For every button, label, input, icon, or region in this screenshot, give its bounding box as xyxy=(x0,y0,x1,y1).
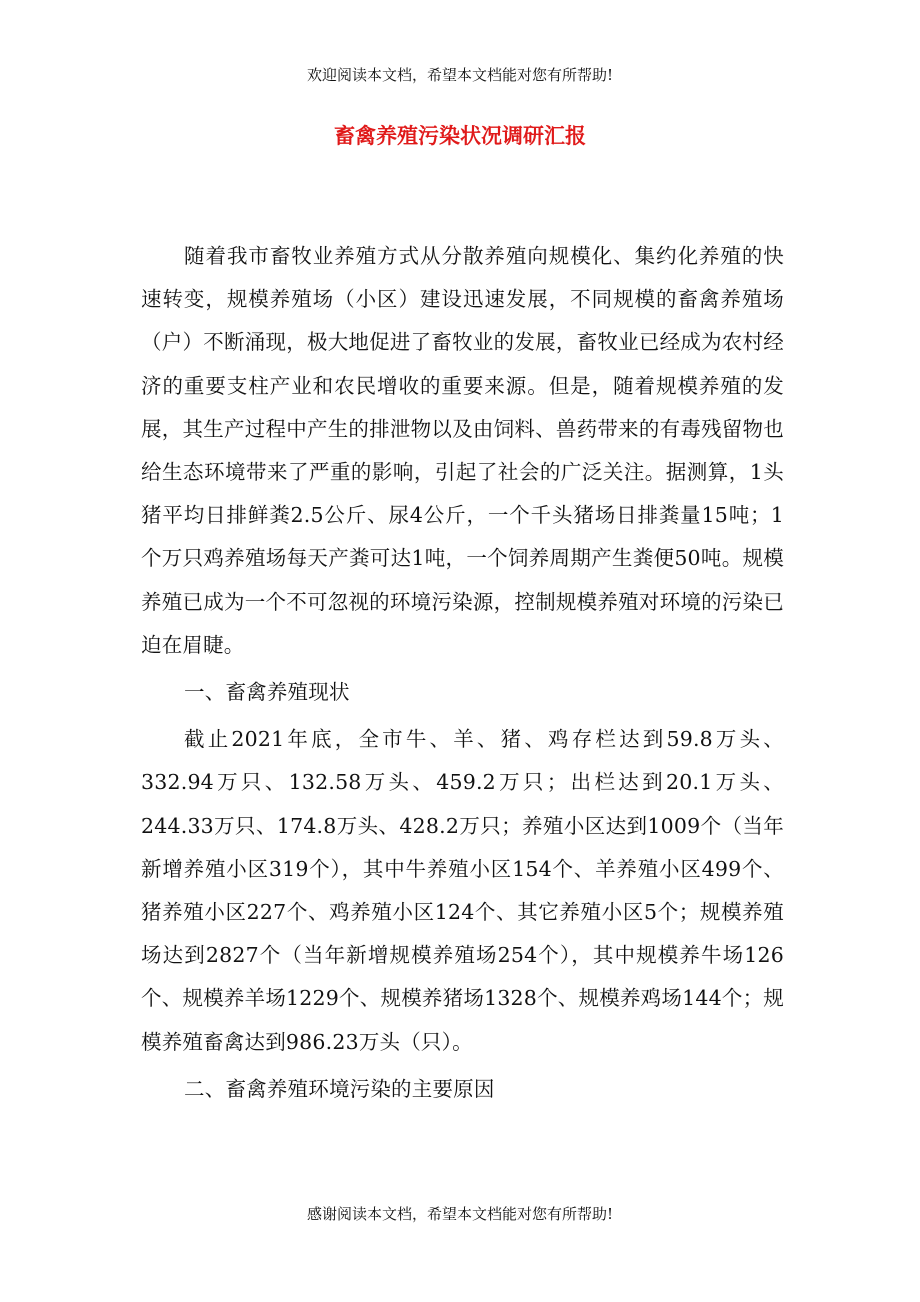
document-title: 畜禽养殖污染状况调研汇报 xyxy=(334,123,586,148)
status-paragraph: 截止2021年底，全市牛、羊、猪、鸡存栏达到59.8万头、332.94万只、132.58万头、459.2万只；出栏达到20.1万头、244.33万只、174.8万头、428.2万只；养殖小区达到1009个（当年新增养殖小区319个），其中牛养殖小区154个、羊养殖小区499个、猪养殖小区227个、鸡养殖小区124个、其它养殖小区5个；规模养殖场达到2827个（当年新增规模养殖场254个），其中规模养牛场126个、规模养羊场1229个、规模养猪场1328个、规模养鸡场144个；规模养殖畜禽达到986.23万头（只）。 xyxy=(141,727,784,1054)
intro-paragraph: 随着我市畜牧业养殖方式从分散养殖向规模化、集约化养殖的快速转变，规模养殖场（小区）建设迅速发展，不同规模的畜禽养殖场（户）不断涌现，极大地促进了畜牧业的发展，畜牧业已经成为农村经济的重要支柱产业和农民增收的重要来源。但是，随着规模养殖的发展，其生产过程中产生的排泄物以及由饲料、兽药带来的有毒残留物也给生态环境带来了严重的影响，引起了社会的广泛关注。据测算，1头猪平均日排鲜粪2.5公斤、尿4公斤，一个千头猪场日排粪量15吨；1个万只鸡养殖场每天产粪可达1吨，一个饲养周期产生粪便50吨。规模养殖已成为一个不可忽视的环境污染源，控制规模养殖对环境的污染已迫在眉睫。 xyxy=(141,244,784,657)
page-header: 欢迎阅读本文档，希望本文档能对您有所帮助! xyxy=(306,66,614,84)
document-body xyxy=(141,235,784,1115)
section-heading-2: 二、畜禽养殖环境污染的主要原因 xyxy=(184,1076,495,1101)
section-heading-1: 一、畜禽养殖现状 xyxy=(184,680,350,705)
page-footer: 感谢阅读本文档，希望本文档能对您有所帮助! xyxy=(306,1205,614,1223)
